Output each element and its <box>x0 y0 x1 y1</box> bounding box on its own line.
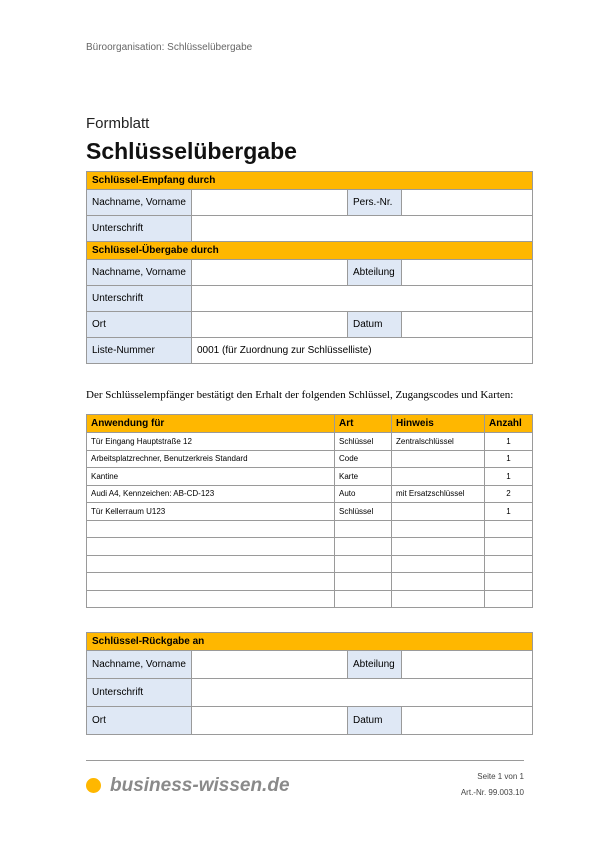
table-row <box>87 468 533 486</box>
intro-text: Der Schlüsselempfänger bestätigt den Erhalt der folgenden Schlüssel, Zugangscodes und Karten: <box>86 389 514 401</box>
item-note[interactable] <box>392 468 485 486</box>
item-application[interactable]: Audi A4, Kennzeichen: AB-CD-123 <box>87 485 335 503</box>
empfang-persnr-label: Pers.-Nr. <box>348 190 402 216</box>
uebergabe-signature-field[interactable] <box>192 286 533 312</box>
item-count[interactable]: 1 <box>485 503 533 521</box>
empfang-persnr-field[interactable] <box>402 190 533 216</box>
rueckgabe-signature-label: Unterschrift <box>87 679 192 707</box>
table-row <box>87 503 533 521</box>
rueckgabe-name-field[interactable] <box>192 651 348 679</box>
table-row <box>87 433 533 451</box>
item-type[interactable]: Schlüssel <box>335 503 392 521</box>
table-row <box>87 555 533 573</box>
footer-divider <box>86 760 524 761</box>
item-count[interactable]: 2 <box>485 485 533 503</box>
item-type[interactable] <box>335 590 392 608</box>
uebergabe-date-label: Datum <box>348 312 402 338</box>
uebergabe-date-field[interactable] <box>402 312 533 338</box>
table-row <box>87 520 533 538</box>
item-type[interactable]: Auto <box>335 485 392 503</box>
item-application[interactable]: Tür Kellerraum U123 <box>87 503 335 521</box>
item-note[interactable]: mit Ersatzschlüssel <box>392 485 485 503</box>
table-row <box>87 590 533 608</box>
section-header-empfang <box>87 172 533 190</box>
logo-dot-icon <box>86 778 101 793</box>
item-type[interactable] <box>335 538 392 556</box>
uebergabe-name-label: Nachname, Vorname <box>87 260 192 286</box>
items-header-row <box>87 415 533 433</box>
item-count[interactable] <box>485 520 533 538</box>
items-header-application: Anwendung für <box>87 415 335 433</box>
item-application[interactable] <box>87 538 335 556</box>
item-note[interactable] <box>392 538 485 556</box>
uebergabe-list-label: Liste-Nummer <box>87 338 192 364</box>
item-type[interactable]: Code <box>335 450 392 468</box>
empfang-signature-label: Unterschrift <box>87 216 192 242</box>
rueckgabe-date-field[interactable] <box>402 707 533 735</box>
item-note[interactable] <box>392 573 485 591</box>
handover-form-table <box>86 171 533 364</box>
page-number: Seite 1 von 1 <box>477 772 524 781</box>
page-title: Schlüsselübergabe <box>86 138 297 164</box>
breadcrumb: Büroorganisation: Schlüsselübergabe <box>86 42 253 53</box>
empfang-signature-field[interactable] <box>192 216 533 242</box>
table-row <box>87 573 533 591</box>
item-application[interactable]: Tür Eingang Hauptstraße 12 <box>87 433 335 451</box>
item-application[interactable] <box>87 573 335 591</box>
item-count[interactable] <box>485 590 533 608</box>
items-table <box>86 414 533 608</box>
item-application[interactable]: Arbeitsplatzrechner, Benutzerkreis Standard <box>87 450 335 468</box>
table-row <box>87 538 533 556</box>
uebergabe-department-label: Abteilung <box>348 260 402 286</box>
rueckgabe-signature-field[interactable] <box>192 679 533 707</box>
item-note[interactable]: Zentralschlüssel <box>392 433 485 451</box>
empfang-heading: Schlüssel-Empfang durch <box>87 172 533 190</box>
uebergabe-list-value[interactable]: 0001 (für Zuordnung zur Schlüsselliste) <box>192 338 533 364</box>
rueckgabe-heading: Schlüssel-Rückgabe an <box>87 633 533 651</box>
item-note[interactable] <box>392 520 485 538</box>
item-count[interactable] <box>485 555 533 573</box>
table-row <box>87 450 533 468</box>
rueckgabe-place-field[interactable] <box>192 707 348 735</box>
items-header-type: Art <box>335 415 392 433</box>
logo: business-wissen.de <box>110 775 290 796</box>
item-type[interactable] <box>335 520 392 538</box>
table-row <box>87 485 533 503</box>
empfang-name-field[interactable] <box>192 190 348 216</box>
rueckgabe-name-label: Nachname, Vorname <box>87 651 192 679</box>
item-count[interactable]: 1 <box>485 450 533 468</box>
item-type[interactable] <box>335 555 392 573</box>
item-note[interactable] <box>392 555 485 573</box>
uebergabe-name-field[interactable] <box>192 260 348 286</box>
items-header-note: Hinweis <box>392 415 485 433</box>
rueckgabe-date-label: Datum <box>348 707 402 735</box>
item-application[interactable] <box>87 590 335 608</box>
rueckgabe-place-label: Ort <box>87 707 192 735</box>
rueckgabe-department-field[interactable] <box>402 651 533 679</box>
uebergabe-place-field[interactable] <box>192 312 348 338</box>
item-type[interactable] <box>335 573 392 591</box>
return-form-table <box>86 632 533 735</box>
item-application[interactable]: Kantine <box>87 468 335 486</box>
item-application[interactable] <box>87 520 335 538</box>
items-header-count: Anzahl <box>485 415 533 433</box>
section-header-rueckgabe <box>87 633 533 651</box>
item-type[interactable]: Schlüssel <box>335 433 392 451</box>
uebergabe-signature-label: Unterschrift <box>87 286 192 312</box>
rueckgabe-department-label: Abteilung <box>348 651 402 679</box>
item-note[interactable] <box>392 503 485 521</box>
item-count[interactable]: 1 <box>485 468 533 486</box>
item-note[interactable] <box>392 450 485 468</box>
page-subtitle: Formblatt <box>86 115 150 132</box>
section-header-uebergabe <box>87 242 533 260</box>
item-type[interactable]: Karte <box>335 468 392 486</box>
article-number: Art.-Nr. 99.003.10 <box>460 788 524 797</box>
item-count[interactable] <box>485 573 533 591</box>
item-application[interactable] <box>87 555 335 573</box>
item-note[interactable] <box>392 590 485 608</box>
uebergabe-department-field[interactable] <box>402 260 533 286</box>
item-count[interactable] <box>485 538 533 556</box>
empfang-name-label: Nachname, Vorname <box>87 190 192 216</box>
uebergabe-heading: Schlüssel-Übergabe durch <box>87 242 533 260</box>
uebergabe-place-label: Ort <box>87 312 192 338</box>
item-count[interactable]: 1 <box>485 433 533 451</box>
